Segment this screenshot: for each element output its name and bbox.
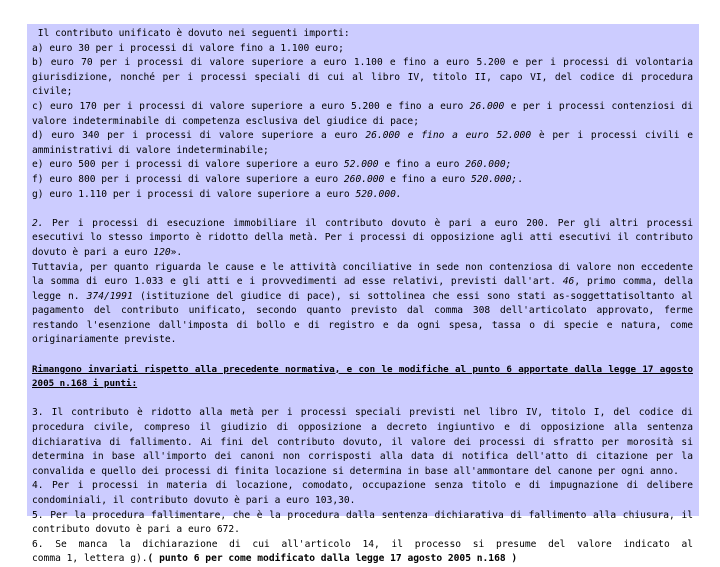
item-d-text-end: è per i processi civili e amministrativi di valore indeterminabile; [32, 130, 693, 156]
item-c-amount: 26.000 [469, 100, 505, 112]
item-d-amount-to: 52.000 [496, 130, 532, 142]
item-g-amount: 520.000. [355, 188, 402, 200]
item-c [32, 100, 693, 129]
paragraph-6-reference: comma 1, lettera g). [32, 553, 148, 565]
tuttavia-text-end: (istituzione del giudice di pace), si sottolinea che essi sono stati as-soggettatisoltanto al pagamento del contributo unificato, secondo quanto previsto dal comma 308 dell'articolato approvato, ferme restando l'esenzione dall'imposta di bollo e di registro e da ogni spesa, tassa o di specie e natura, come originariamente previste. [32, 290, 694, 346]
tuttavia-article: 46 [562, 276, 575, 288]
intro-text: Il contributo unificato è dovuto nei seguenti importi: [37, 28, 350, 39]
item-e-amount-to: 260.000; [465, 159, 512, 171]
paragraph-4: 4. Per i processi in materia di locazione, comodato, occupazione senza titolo e di impugnazione di delibere condominiali, il contributo dovuto è pari a euro 103,30. [32, 480, 693, 506]
spacer [32, 348, 693, 363]
document-body [27, 24, 699, 567]
section-heading: Rimangono invariati rispetto alla precedente normativa, e con le modifiche al punto 6 apportate dalla legge 17 agosto 2005 n.168 i punti: [32, 363, 693, 390]
paragraph-tuttavia [32, 261, 693, 349]
spacer [32, 202, 693, 217]
item-e-amount-from: 52.000 [343, 159, 379, 171]
tuttavia-text: Tuttavia, per quanto riguarda le cause e le attività conciliative in sede non contenziosa di valore non eccedente la somma di euro 1.033 e gli atti e i provvedimenti ad esse relativi, previsti dall'art. [32, 261, 693, 288]
item-e-connector: e fino a euro [378, 159, 466, 171]
item-f-text: f) euro 800 per i processi di valore superiore a euro [32, 173, 344, 185]
paragraph-6-line-1: 6. Se manca la dichiarazione di cui all'articolo 14, il processo si presume del valore indicato al [32, 538, 693, 550]
tuttavia-text-mid: , primo comma, della legge n. [32, 276, 693, 302]
paragraph-2-text: Per i processi di esecuzione immobiliare il contributo dovuto è pari a euro 200. Per gli altri processi esecutivi lo stesso importo è ridotto della metà. Per i processi di opposizione agli atti esecutivi il contributo dovuto è pari a euro [32, 217, 693, 258]
paragraph-3: 3. Il contributo è ridotto alla metà per i processi speciali previsti nel libro IV, titolo I, del codice di procedura civile, compreso il giudizio di opposizione a decreto ingiuntivo e di opposizione alla sentenza dichiarativa di fallimento. Ai fini del contributo dovuto, il valore dei processi di sfratto per morosità si determina in base all'importo dei canoni non corrisposti alla data di notifica dell'atto di citazione per la convalida e quello dei processi di finita locazione si determina in base all'ammontare del canone per ogni anno. [32, 407, 693, 477]
paragraph-2-amount: 120 [153, 246, 171, 258]
item-f-text-end: . [517, 173, 523, 185]
item-f [32, 173, 693, 188]
paragraph-5: 5. Per la procedura fallimentare, che è la procedura dalla sentenza dichiarativa di fallimento alla chiusura, il contributo dovuto è pari a euro 672. [32, 509, 693, 536]
item-d-connector: e fino a euro [400, 130, 497, 142]
paragraph-2 [32, 217, 693, 261]
item-f-amount-to: 520.000; [470, 173, 518, 185]
spacer [32, 392, 693, 407]
item-c-text-end: e per i processi contenziosi di valore indeterminabile di competenza esclusiva del giudice di pace; [32, 100, 693, 127]
item-e [32, 158, 693, 173]
item-d-text: d) euro 340 per i processi di valore superiore a euro [32, 130, 366, 142]
paragraph-6-line-2 [32, 552, 693, 567]
tuttavia-law: 374/1991 [86, 290, 133, 302]
paragraph-2-number: 2. [32, 217, 44, 229]
paragraph-6-note: ( punto 6 per come modificato dalla legge 17 agosto 2005 n.168 ) [147, 553, 518, 565]
item-c-text: c) euro 170 per i processi di valore superiore a euro 5.200 e fino a euro [32, 100, 470, 112]
item-a: a) euro 30 per i processi di valore fino a 1.100 euro; [32, 42, 344, 54]
item-f-connector: e fino a euro [384, 173, 471, 185]
item-g-text: g) euro 1.110 per i processi di valore superiore a euro [32, 188, 356, 200]
item-e-text: e) euro 500 per i processi di valore superiore a euro [32, 159, 344, 171]
item-b: b) euro 70 per i processi di valore superiore a euro 1.100 e fino a euro 5.200 e per i processi di volontaria giurisdizione, nonché per i processi speciali di cui al libro IV, titolo II, capo VI, del codice di procedura civile; [32, 57, 693, 98]
paragraph-2-end: ». [170, 246, 183, 258]
intro-line [32, 27, 693, 42]
item-g [32, 188, 693, 203]
document-slide [27, 24, 699, 565]
item-f-amount-from: 260.000 [343, 173, 385, 185]
item-d [32, 129, 693, 158]
item-d-amount-from: 26.000 [365, 130, 401, 142]
